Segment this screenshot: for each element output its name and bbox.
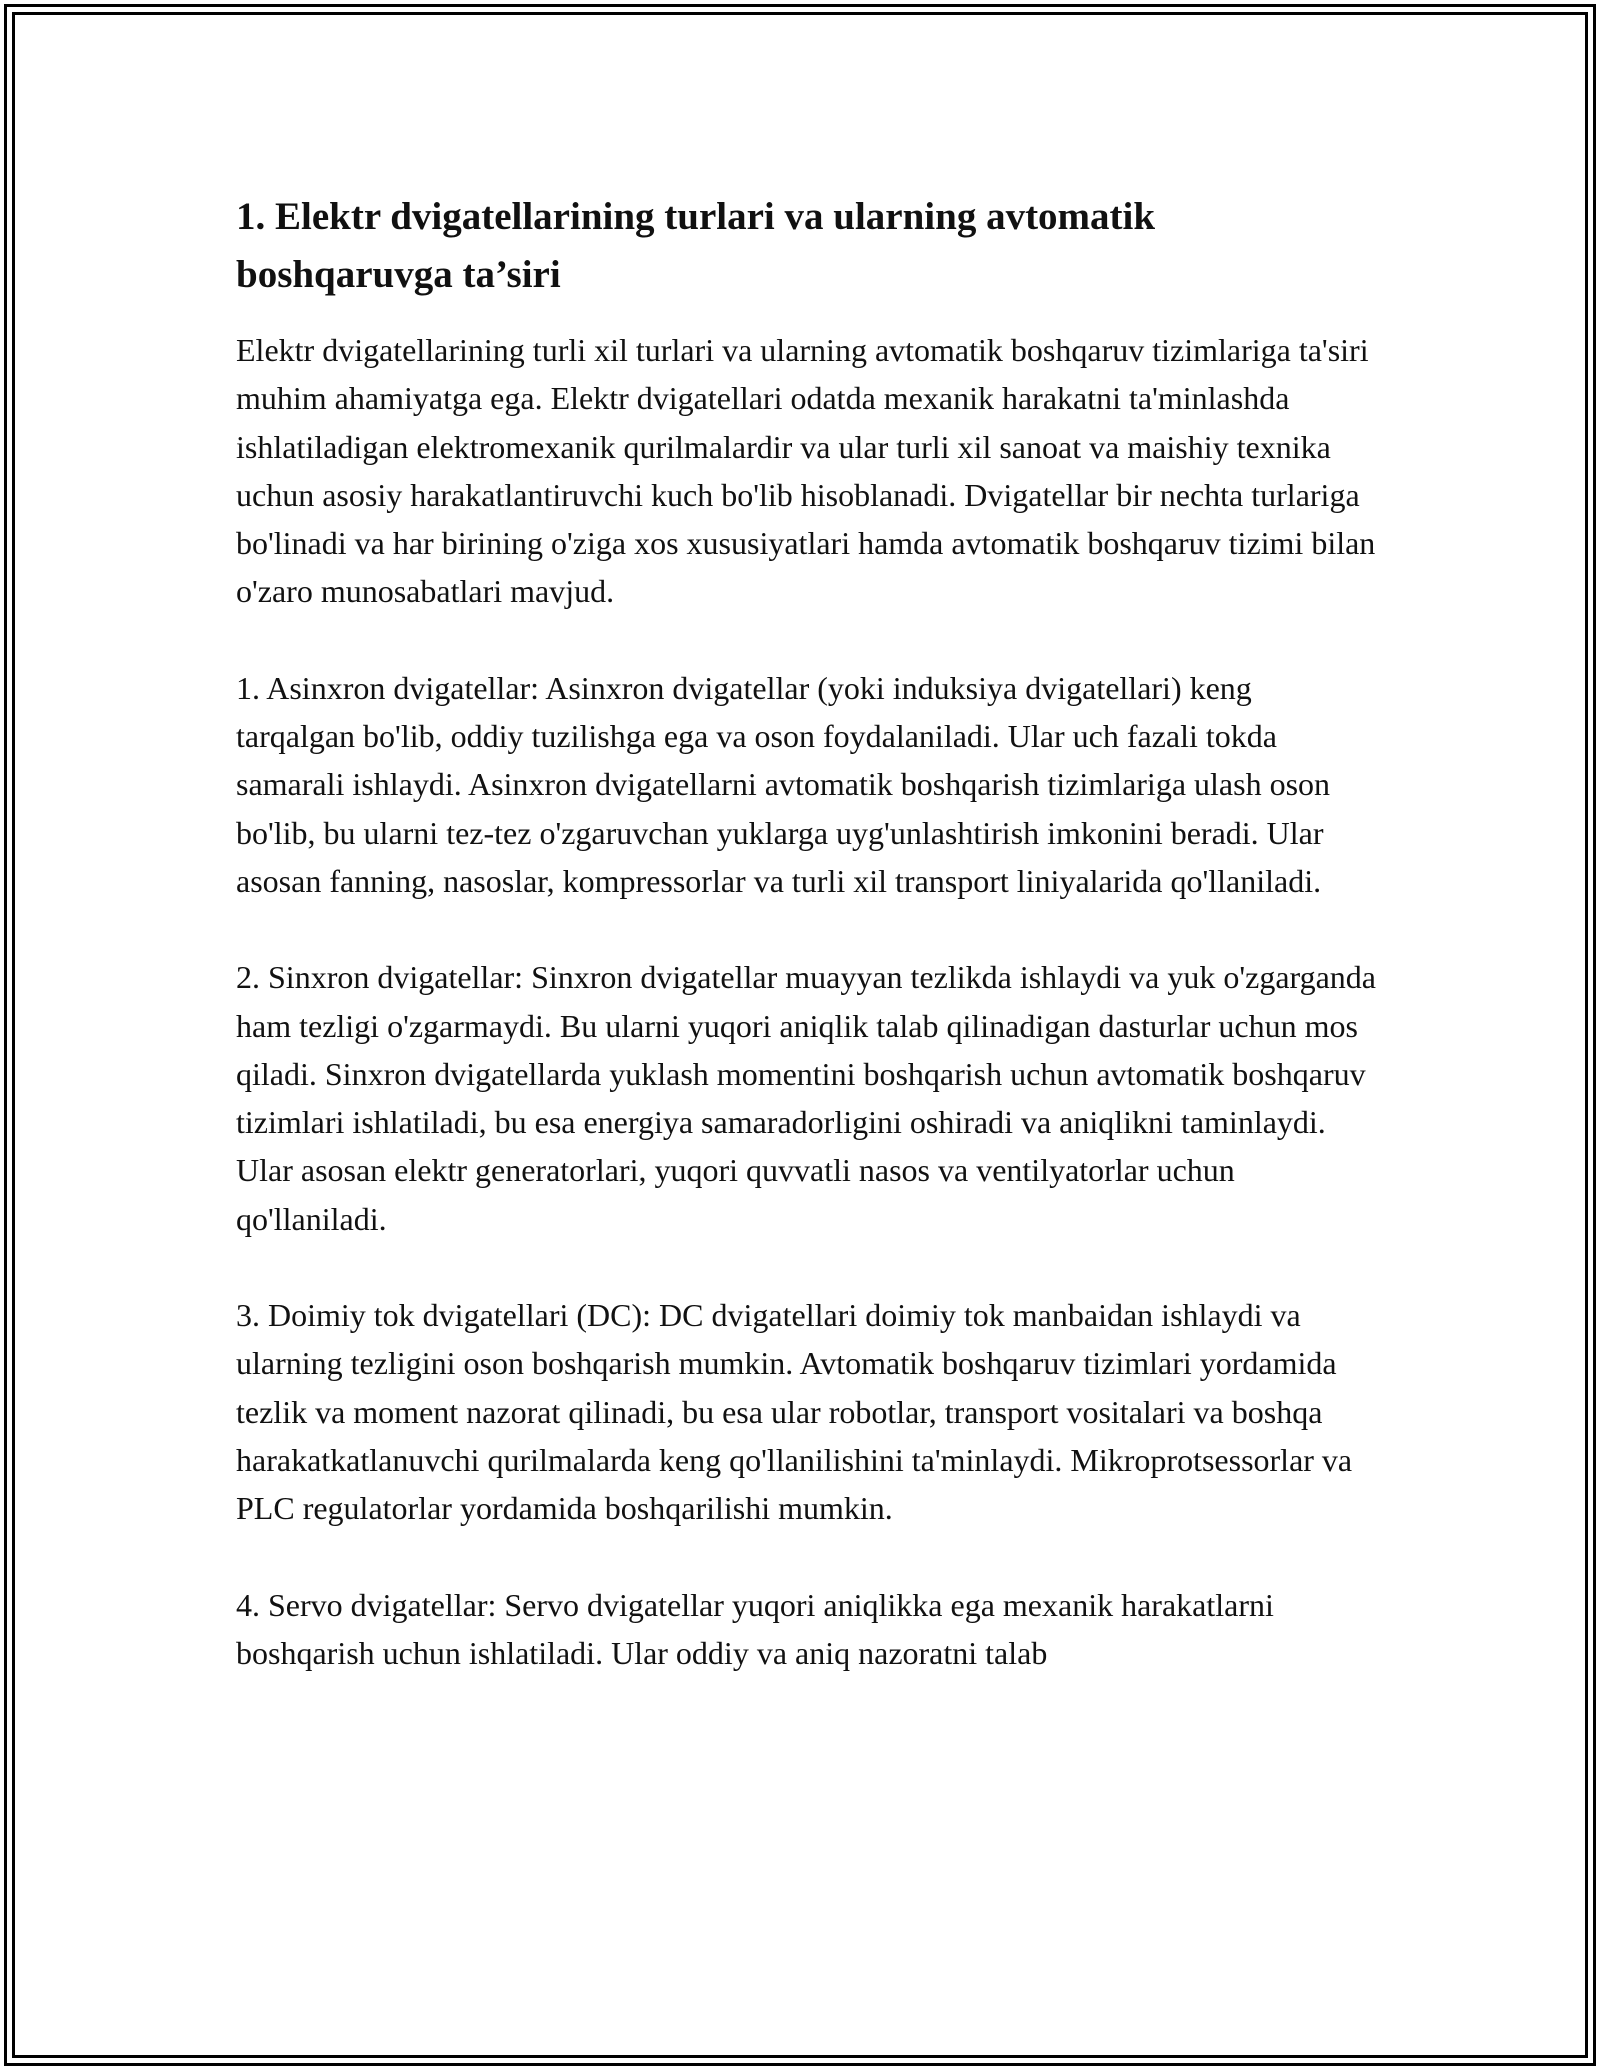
asynchronous-motors-paragraph: 1. Asinxron dvigatellar: Asinxron dvigatellar (yoki induksiya dvigatellari) keng tarqalgan bo'lib, oddiy tuzilishga ega va oson foydalaniladi. Ular uch fazali tokda samarali ishlaydi. Asinxron dvigatellarni avtomatik boshqarish tizimlariga ulash oson bo'lib, bu ularni tez-tez o'zgaruvchan yuklarga uyg'unlashtirish imkonini beradi. Ular asosan fanning, nasoslar, kompressorlar va turli xil transport liniyalarida qo'llaniladi. [236, 669, 1331, 899]
synchronous-motors-paragraph: 2. Sinxron dvigatellar: Sinxron dvigatellar muayyan tezlikda ishlaydi va yuk o'zgarganda ham tezligi o'zgarmaydi. Bu ularni yuqori aniqlik talab qilinadigan dasturlar uchun mos qiladi. Sinxron dvigatellarda yuklash momentini boshqarish uchun avtomatik boshqaruv tizimlari ishlatiladi, bu esa energiya samaradorligini oshiradi va aniqlikni taminlaydi. Ular asosan elektr generatorlari, yuqori quvvatli nasos va ventilyatorlar uchun qo'llaniladi. [236, 959, 1376, 1237]
section-heading: 1. Elektr dvigatellarining turlari va ularning avtomatik boshqaruvga ta’siri [236, 195, 1156, 296]
intro-paragraph: Elektr dvigatellarining turli xil turlari va ularning avtomatik boshqaruv tizimlariga ta'siri muhim ahamiyatga ega. Elektr dvigatellari odatda mexanik harakatni ta'minlashda ishlatiladigan elektromexanik qurilmalardir va ular turli xil sanoat va maishiy texnika uchun asosiy harakatlantiruvchi kuch bo'lib hisoblanadi. Dvigatellar bir nechta turlariga bo'linadi va har birining o'ziga xos xususiyatlari hamda avtomatik boshqaruv tizimi bilan o'zaro munosabatlari mavjud. [236, 332, 1376, 610]
document-body [236, 188, 1376, 1725]
dc-motors-paragraph: 3. Doimiy tok dvigatellari (DC): DC dvigatellari doimiy tok manbaidan ishlaydi va ularning tezligini oson boshqarish mumkin. Avtomatik boshqaruv tizimlari yordamida tezlik va moment nazorat qilinadi, bu esa ular robotlar, transport vositalari va boshqa harakatkatlanuvchi qurilmalarda keng qo'llanilishini ta'minlaydi. Mikroprotsessorlar va PLC regulatorlar yordamida boshqarilishi mumkin. [236, 1297, 1353, 1527]
servo-motors-paragraph: 4. Servo dvigatellar: Servo dvigatellar yuqori aniqlikka ega mexanik harakatlarni boshqarish uchun ishlatiladi. Ular oddiy va aniq nazoratni talab [236, 1586, 1274, 1671]
